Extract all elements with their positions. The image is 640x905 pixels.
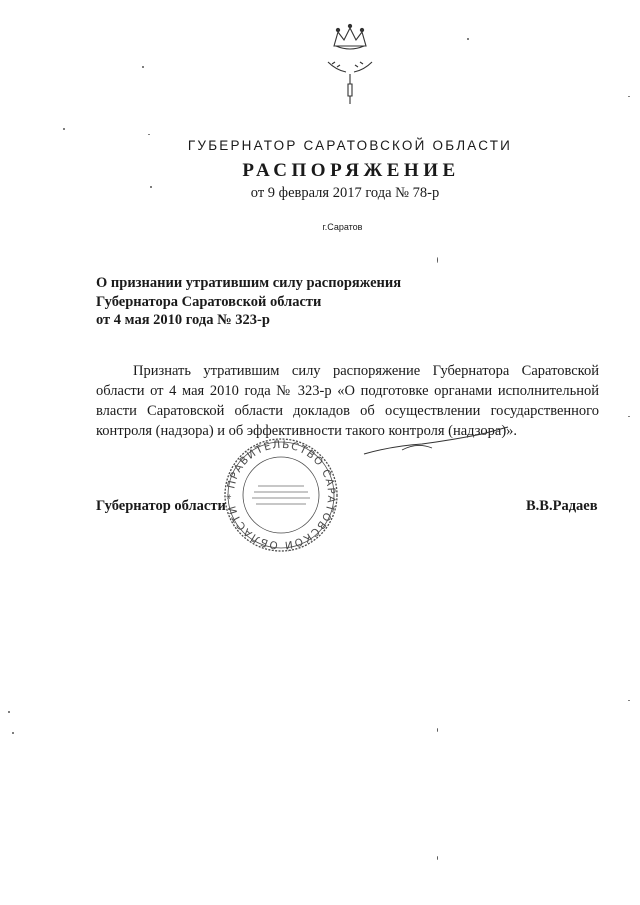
- document-city: г.Саратов: [322, 222, 363, 232]
- scan-speck: [142, 66, 144, 68]
- scan-speck: [8, 711, 10, 713]
- scan-speck: [628, 700, 630, 701]
- official-seal: [222, 436, 340, 554]
- scan-speck: [437, 257, 438, 263]
- document-subject: [96, 274, 516, 330]
- subject-line-2: Губернатора Саратовской области: [96, 293, 322, 310]
- issuing-authority: ГУБЕРНАТОР САРАТОВСКОЙ ОБЛАСТИ: [187, 138, 513, 153]
- signatory-position: Губернатор области: [96, 498, 226, 514]
- scan-speck: [12, 732, 14, 734]
- subject-line-1: О признании утратившим силу распоряжения: [96, 275, 402, 291]
- document-type: РАСПОРЯЖЕНИЕ: [242, 160, 460, 181]
- subject-line-3: от 4 мая 2010 года № 323-р: [96, 312, 270, 328]
- signatory-name: В.В.Радаев: [526, 498, 598, 514]
- handwritten-signature: [362, 424, 512, 464]
- scan-speck: [148, 134, 150, 135]
- scan-speck: [628, 96, 630, 97]
- scan-speck: [467, 38, 469, 40]
- crown-emblem-icon: [318, 18, 382, 118]
- scan-speck: [437, 728, 438, 732]
- scan-speck: [628, 416, 630, 417]
- seal-ring-text: ПРАВИТЕЛЬСТВО САРАТОВСКОЙ ОБЛАСТИ *: [224, 438, 338, 552]
- document-date-number: от 9 февраля 2017 года № 78-р: [250, 185, 440, 201]
- scan-speck: [150, 186, 152, 188]
- scan-speck: [63, 128, 65, 130]
- scan-speck: [437, 856, 438, 860]
- body-paragraph: Признать утратившим силу распоряжение Губернатора Саратовской области от 4 мая 2010 года № 323-р «О подготовке органами исполнительной власти Саратовской области докладов об осуществлении государственного контроля (надзора) и об эффективности такого контроля (надзора)».: [96, 363, 599, 439]
